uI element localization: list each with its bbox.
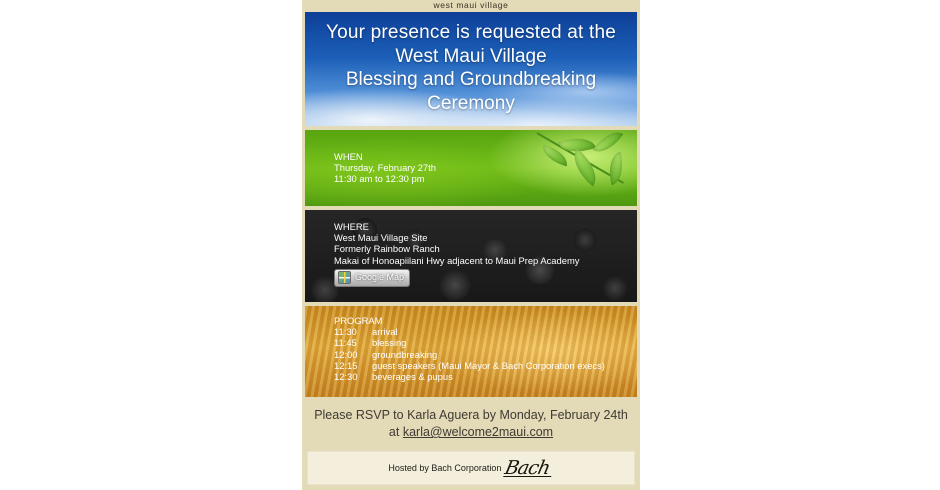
program-label: PROGRAM — [334, 315, 383, 326]
hero-line-1: Your presence is requested at the — [325, 22, 617, 43]
program-event: arrival — [372, 326, 398, 338]
program-info — [334, 315, 605, 382]
hero-line-3: Blessing and Groundbreaking — [345, 69, 597, 90]
map-icon — [338, 271, 351, 284]
hero-banner — [305, 12, 637, 126]
top-label: west maui village — [433, 0, 509, 10]
hosted-by-content — [308, 452, 634, 484]
invitation-page — [302, 0, 640, 490]
program-row — [334, 337, 605, 348]
hero-heading — [305, 21, 637, 115]
program-time: 12:00 — [334, 348, 358, 360]
where-info — [334, 221, 579, 287]
program-row — [334, 360, 605, 371]
when-time: 11:30 am to 12:30 pm — [334, 173, 425, 185]
where-line-2: Formerly Rainbow Ranch — [334, 243, 440, 255]
when-info — [334, 151, 436, 185]
program-event: blessing — [372, 337, 407, 349]
program-time: 11:45 — [334, 337, 357, 349]
hero-line-4: Ceremony — [427, 92, 515, 114]
where-line-3: Makai of Honoapiilani Hwy adjacent to Maui Prep Academy — [334, 254, 580, 266]
program-time: 12:30 — [334, 371, 358, 383]
when-banner — [305, 130, 637, 206]
hosted-by-text: Hosted by Bach Corporation — [388, 463, 502, 473]
program-row — [334, 349, 605, 360]
bach-logo: Bach — [504, 460, 556, 477]
google-map-button[interactable] — [334, 269, 410, 287]
where-line-1: West Maui Village Site — [334, 232, 428, 244]
rsvp-prefix: at — [388, 425, 400, 439]
rsvp-line-1: Please RSVP to Karla Aguera by Monday, February 24th — [314, 408, 628, 422]
when-label: WHEN — [334, 151, 363, 162]
where-banner — [305, 210, 637, 302]
rsvp-section — [302, 407, 640, 441]
program-row — [334, 326, 605, 337]
program-event: groundbreaking — [372, 348, 438, 360]
google-map-button-label: Google Map — [355, 272, 405, 283]
rsvp-line-2 — [302, 424, 640, 441]
where-label: WHERE — [334, 221, 369, 232]
rsvp-email-link[interactable]: karla@welcome2maui.com — [402, 425, 554, 439]
program-event: guest speakers (Maui Mayor & Bach Corporation execs) — [372, 359, 605, 371]
program-time: 11:30 — [334, 326, 357, 338]
program-event: beverages & pupus — [372, 371, 453, 383]
hosted-by-box — [307, 451, 635, 485]
program-row — [334, 371, 605, 382]
hero-line-2: West Maui Village — [395, 45, 547, 67]
when-date: Thursday, February 27th — [334, 162, 436, 174]
program-banner — [305, 306, 637, 397]
program-time: 12:15 — [334, 359, 358, 371]
